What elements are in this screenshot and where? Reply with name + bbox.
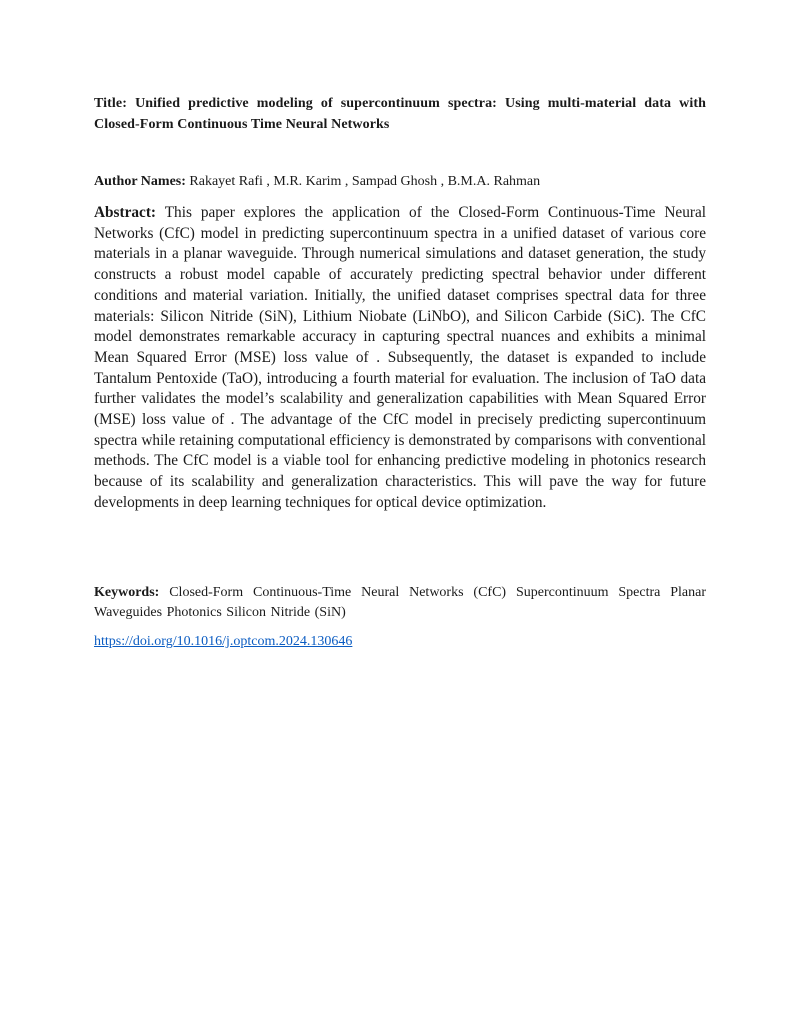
title-label: Title: <box>94 96 128 111</box>
title-text: Unified predictive modeling of supercontinuum spectra: Using multi-material data with Closed-Form Continuous Time Neural Networks <box>94 96 706 132</box>
abstract-text: This paper explores the application of the Closed-Form Continuous-Time Neural Networks (CfC) model in predicting supercontinuum spectra in a unified dataset of various core materials in a planar waveguide. Through numerical simulations and dataset generation, the study constructs a robust model capable of accurately predicting spectral behavior under different conditions and material variation. Initially, the unified dataset comprises spectral data for three materials: Silicon Nitride (SiN), Lithium Niobate (LiNbO), and Silicon Carbide (SiC). The CfC model demonstrates remarkable accuracy in capturing spectral nuances and exhibits a minimal Mean Squared Error (MSE) loss value of . Subsequently, the dataset is expanded to include Tantalum Pentoxide (TaO), introducing a fourth material for evaluation. The inclusion of TaO data further validates the model’s scalability and generalization capabilities with Mean Squared Error (MSE) loss value of . The advantage of the CfC model in precisely predicting supercontinuum spectra while retaining computational efficiency is demonstrated by comparisons with conventional methods. The CfC model is a viable tool for enhancing predictive modeling in photonics research because of its scalability and generalization characteristics. This will pave the way for future developments in deep learning techniques for optical device optimization. <box>94 204 706 511</box>
author-names <box>94 171 706 192</box>
authors-text: Rakayet Rafi , M.R. Karim , Sampad Ghosh , B.M.A. Rahman <box>189 174 541 189</box>
doi <box>94 632 706 651</box>
doi-link[interactable]: https://doi.org/10.1016/j.optcom.2024.130646 <box>94 634 353 649</box>
abstract <box>94 203 706 514</box>
keywords-text: Closed-Form Continuous-Time Neural Networks (CfC) Supercontinuum Spectra Planar Waveguides Photonics Silicon Nitride (SiN) <box>94 585 707 620</box>
keywords <box>94 583 706 622</box>
paper-title <box>94 93 706 135</box>
keywords-label: Keywords: <box>94 585 160 600</box>
abstract-label: Abstract: <box>94 204 157 221</box>
authors-label: Author Names: <box>94 174 186 189</box>
